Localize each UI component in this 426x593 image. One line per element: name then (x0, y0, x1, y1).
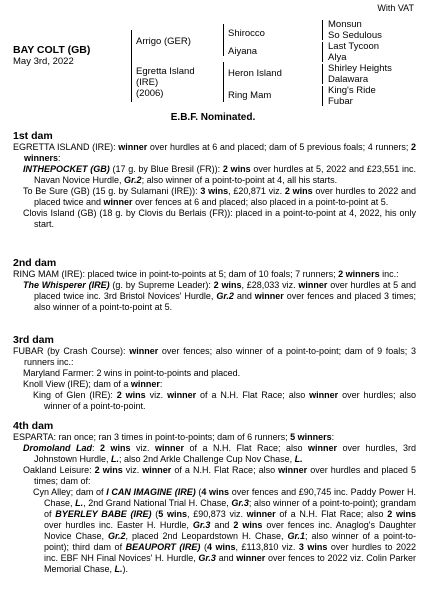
gen3-name: Fubar (328, 96, 353, 107)
gen2-name: Ring Mam (228, 90, 272, 101)
second-dam-section (13, 257, 416, 313)
pedigree-divider (131, 30, 132, 102)
dam-year: (2006) (136, 88, 164, 99)
gen2-name: Aiyana (228, 46, 258, 57)
gen3-name: So Sedulous (328, 30, 382, 41)
section-heading: 2nd dam (13, 257, 57, 269)
dam-name: Egretta Island (136, 66, 195, 77)
gen3-name: Dalawara (328, 74, 369, 85)
gen3-name: Shirley Heights (328, 63, 392, 74)
progeny-paragraph: Oakland Leisure: 2 wins viz. winner of a N.H. Flat Race; also winner over hurdles and placed 5 times; dam of: (23, 465, 416, 486)
progeny-paragraph: To Be Sure (GB) (15 g. by Sulamani (IRE)): 3 wins, £20,871 viz. 2 wins over hurdles to 2022 and placed twice and winner over fences at 6 and placed; also placed in a point-to-point at 5. (23, 186, 416, 207)
pedigree-divider (322, 42, 323, 62)
gen3-name: Alya (328, 52, 347, 63)
progeny-paragraph: Cyn Alley; dam of I CAN IMAGINE (IRE) (4 wins over fences and £90,745 inc. Paddy Power H. Chase, L., 2nd Grand National Trial H. Chase, Gr.3; also winner of a point-to-point); grandam of BYERLEY BABE (IRE) (5 wins, £90,873 viz. winner of a N.H. Flat Race; also 2 wins over hurdles inc. Easter H. Hurdle, Gr.3 and 2 wins over fences inc. Anaglog's Daughter Novice Chase, Gr.2, placed 2nd Leopardstown H. Chase, Gr.1; also winner of a point-to-point); third dam of BEAUPORT (IRE) (4 wins, £113,810 viz. 3 wins over hurdles to 2022 inc. EBF NH Final Novices' H. Hurdle, Gr.3 and winner over fences to 2022 viz. Colin Parker Memorial Chase, L.). (33, 487, 417, 574)
progeny-paragraph: INTHEPOCKET (GB) (17 g. by Blue Bresil (FR)): 2 wins over hurdles at 5, 2022 and £23,551 inc. Navan Novice Hurdle, Gr.2; also winner of a point-to-point at 4, all his starts. (23, 164, 417, 185)
sire-name: Arrigo (GER) (136, 36, 191, 47)
section-heading: 4th dam (13, 420, 54, 432)
dam-paragraph: FUBAR (by Crash Course): winner over fences; also winner of a point-to-point; dam of 9 foals; 3 runners inc.: (13, 346, 416, 367)
section-heading: 3rd dam (13, 334, 54, 346)
pedigree-divider (322, 64, 323, 84)
gen3-name: Monsun (328, 19, 362, 30)
section-heading: 1st dam (13, 130, 53, 142)
first-dam-section (13, 130, 416, 230)
progeny-paragraph: The Whisperer (IRE) (g. by Supreme Leader): 2 wins, £28,033 viz. winner over hurdles at 5 and placed twice inc. 3rd Bristol Novices' Hurdle, Gr.2 and winner over fences and placed 3 times; also winner of a point-to-point at 5. (23, 280, 416, 312)
progeny-paragraph: Dromoland Lad: 2 wins viz. winner of a N.H. Flat Race; also winner over hurdles, 3rd Johnstown Hurdle, L.; also 2nd Arkle Challenge Cup Nov Chase, L. (23, 443, 416, 464)
gen2-name: Heron Island (228, 68, 282, 79)
pedigree-divider (223, 62, 224, 102)
colt-name: BAY COLT (GB) (13, 44, 91, 56)
gen3-name: King's Ride (328, 85, 376, 96)
dam-paragraph: RING MAM (IRE): placed twice in point-to-points at 5; dam of 10 foals; 7 runners; 2 winners inc.: (13, 269, 399, 279)
colt-foaled: May 3rd, 2022 (13, 56, 74, 67)
gen2-name: Shirocco (228, 28, 265, 39)
third-dam-section (13, 334, 416, 412)
dam-paragraph: EGRETTA ISLAND (IRE): winner over hurdles at 6 and placed; dam of 5 previous foals; 4 runners; 2 winners: (13, 142, 416, 163)
pedigree-divider (322, 86, 323, 106)
dam-country: (IRE) (136, 77, 159, 88)
progeny-paragraph: King of Glen (IRE): 2 wins viz. winner of a N.H. Flat Race; also winner over hurdles; also winner of a point-to-point. (33, 390, 417, 411)
pedigree-divider (223, 24, 224, 56)
ebf-nominated: E.B.F. Nominated. (170, 112, 256, 123)
pedigree-divider (322, 20, 323, 40)
vat-label: With VAT (377, 3, 414, 13)
progeny-paragraph: Knoll View (IRE); dam of a winner: (23, 379, 163, 389)
fourth-dam-section (13, 420, 416, 575)
gen3-name: Last Tycoon (328, 41, 380, 52)
progeny-paragraph: Clovis Island (GB) (18 g. by Clovis du Berlais (FR)): placed in a point-to-point at 4, 2022, his only start. (23, 208, 416, 229)
progeny-paragraph: Maryland Farmer: 2 wins in point-to-points and placed. (23, 368, 241, 378)
dam-paragraph: ESPARTA: ran once; ran 3 times in point-to-points; dam of 6 runners; 5 winners: (13, 432, 335, 442)
